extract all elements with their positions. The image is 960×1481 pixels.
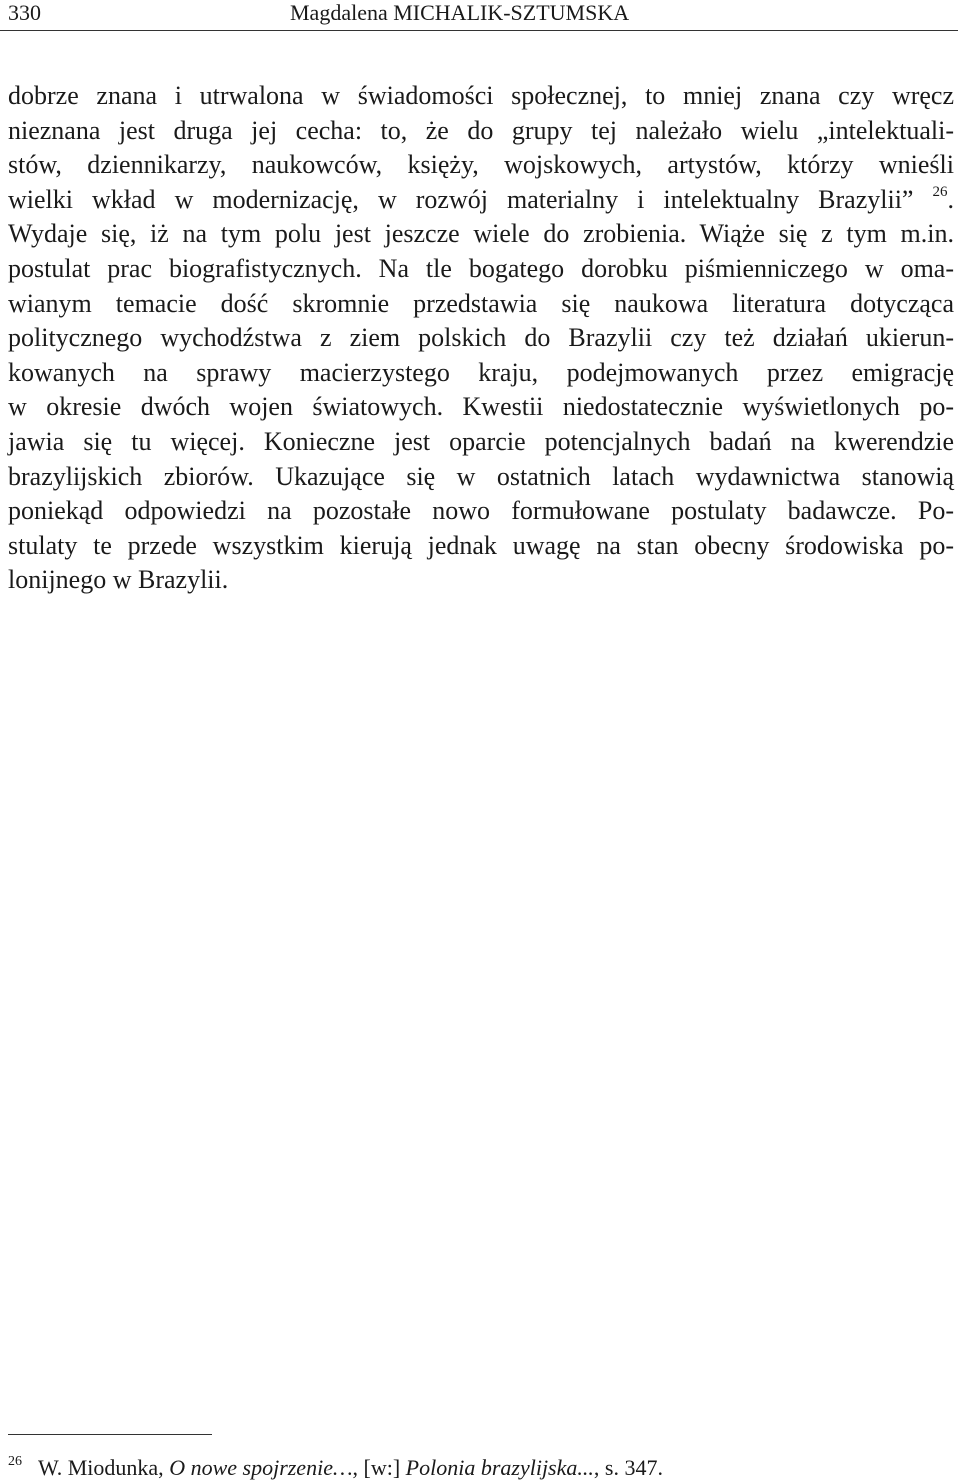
- text-line: postulat prac biografistycznych. Na tle bogatego dorobku piśmienniczego w oma-: [8, 253, 954, 283]
- text-line: lonijnego w Brazylii.: [8, 565, 229, 595]
- text-line: stów, dziennikarzy, naukowców, księży, wojskowych, artystów, którzy wnieśli: [8, 150, 954, 180]
- line-text: .: [947, 184, 955, 214]
- text-line: dobrze znana i utrwalona w świadomości społecznej, to mniej znana czy wręcz: [8, 81, 954, 110]
- text-line: [8, 183, 954, 218]
- text-line: stulaty te przede wszystkim kierują jednak uwagę na stan obecny środowiska po-: [8, 530, 954, 560]
- page-number: 330: [8, 0, 41, 25]
- text-line: poniekąd odpowiedzi na pozostałe nowo formułowane postulaty badawcze. Po-: [8, 496, 954, 526]
- running-head: Magdalena MICHALIK-SZTUMSKA: [290, 0, 630, 25]
- footnote: [8, 1449, 663, 1481]
- footnote-rule: [8, 1434, 212, 1435]
- footnote-number: 26: [8, 1454, 22, 1469]
- footnote-source: Polonia brazylijska...: [405, 1455, 594, 1480]
- footnote-sep: , [w:]: [352, 1455, 401, 1480]
- footnote-author: W. Miodunka,: [38, 1455, 164, 1480]
- text-line: nieznana jest druga jej cecha: to, że do grupy tej należało wielu „intelektuali-: [8, 115, 954, 145]
- footnote-title: O nowe spojrzenie…: [169, 1455, 353, 1480]
- text-line: wianym temacie dość skromnie przedstawia się naukowa literatura dotycząca: [8, 288, 954, 318]
- footnote-ref[interactable]: 26: [932, 183, 948, 200]
- text-line: brazylijskich zbiorów. Ukazujące się w ostatnich latach wydawnictwa stanowią: [8, 461, 954, 491]
- text-line: w okresie dwóch wojen światowych. Kwestii niedostatecznie wyświetlonych po-: [8, 392, 954, 422]
- line-text: wielki wkład w modernizację, w rozwój materialny i intelektualny Brazylii”: [8, 184, 914, 214]
- body-text: [8, 79, 954, 598]
- page-header: [0, 0, 958, 31]
- footnote-page: , s. 347.: [593, 1455, 663, 1480]
- text-line: kowanych na sprawy macierzystego kraju, podejmowanych przez emigrację: [8, 357, 954, 387]
- text-line: Wydaje się, iż na tym polu jest jeszcze wiele do zrobienia. Wiąże się z tym m.in.: [8, 219, 954, 249]
- text-line: jawia się tu więcej. Konieczne jest oparcie potencjalnych badań na kwerendzie: [8, 426, 954, 456]
- text-line: politycznego wychodźstwa z ziem polskich do Brazylii czy też działań ukierun-: [8, 323, 954, 353]
